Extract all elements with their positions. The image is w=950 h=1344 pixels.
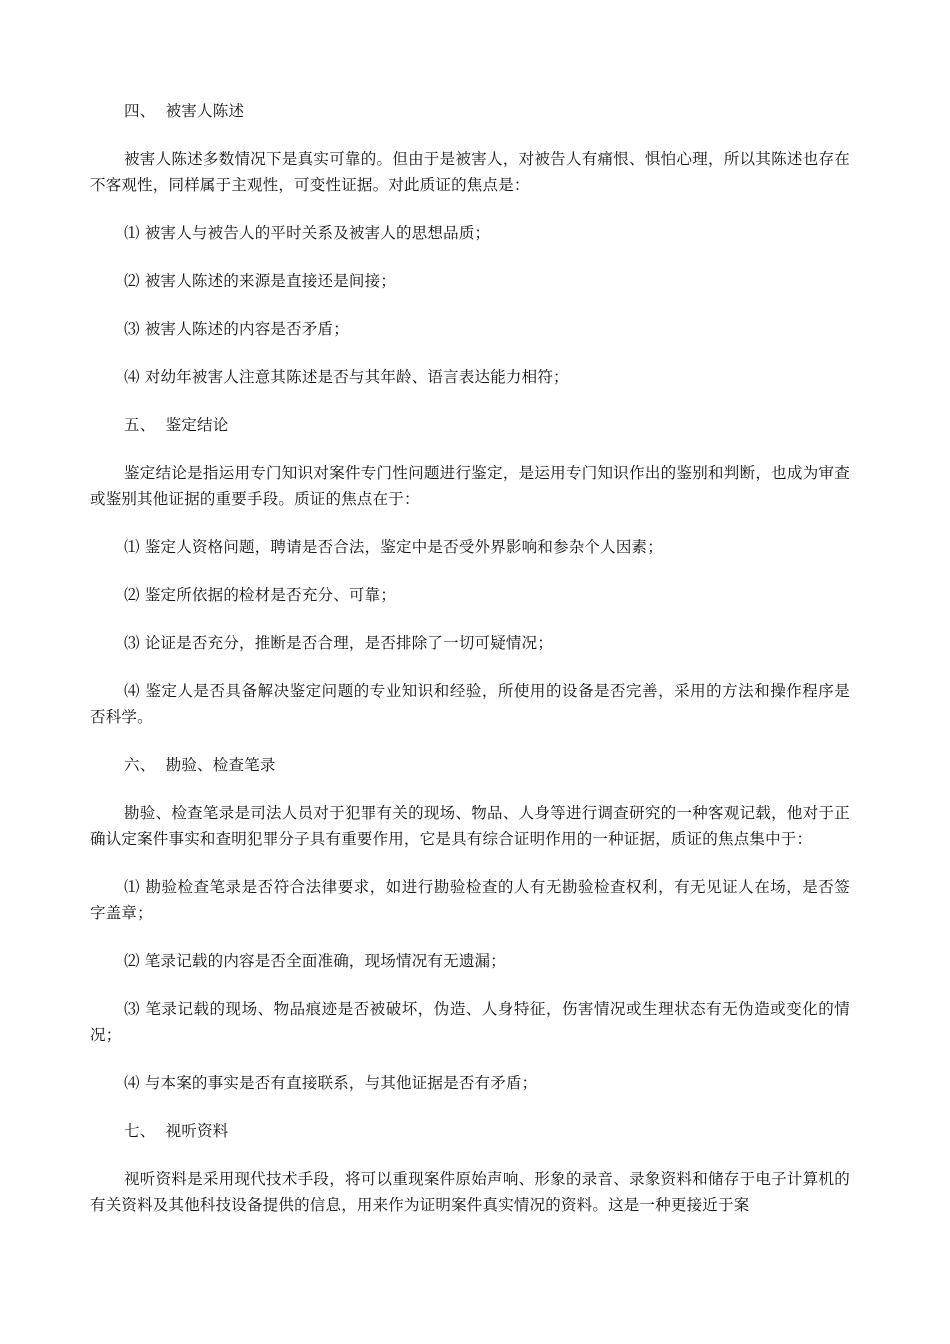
list-item: ⑷ 与本案的事实是否有直接联系，与其他证据是否有矛盾； [124,1074,538,1092]
section-heading-inspection-record: 六、 勘验、检查笔录 [124,756,276,774]
section-heading-victim-statement: 四、 被害人陈述 [124,102,245,120]
list-item: ⑵ 笔录记载的内容是否全面准确，现场情况有无遗漏； [124,952,506,970]
list-item: ⑴ 被害人与被告人的平时关系及被害人的思想品质； [124,224,491,242]
list-item: ⑵ 鉴定所依据的检材是否充分、可靠； [124,586,397,604]
document-page [90,98,850,1218]
section-intro-paragraph: 视听资料是采用现代技术手段，将可以重现案件原始声响、形象的录音、录象资料和储存于电子计算机的有关资料及其他科技设备提供的信息，用来作为证明案件真实情况的资料。这是一种更接近于案 [90,1170,850,1214]
list-item: ⑵ 被害人陈述的来源是直接还是间接； [124,272,397,290]
section-intro-paragraph: 勘验、检查笔录是司法人员对于犯罪有关的现场、物品、人身等进行调查研究的一种客观记载，他对于正确认定案件事实和查明犯罪分子具有重要作用，它是具有综合证明作用的一种证据，质证的焦点集中于： [90,804,850,848]
section-intro-paragraph: 被害人陈述多数情况下是真实可靠的。但由于是被害人，对被告人有痛恨、惧怕心理，所以其陈述也存在不客观性，同样属于主观性，可变性证据。对此质证的焦点是： [90,150,850,194]
list-item: ⑶ 被害人陈述的内容是否矛盾； [124,320,349,338]
section-heading-audiovisual-materials: 七、 视听资料 [124,1122,229,1140]
list-item: ⑷ 鉴定人是否具备解决鉴定问题的专业知识和经验，所使用的设备是否完善，采用的方法和操作程序是否科学。 [90,682,850,726]
list-item: ⑶ 笔录记载的现场、物品痕迹是否被破坏，伪造、人身特征，伤害情况或生理状态有无伪造或变化的情况； [90,1000,850,1044]
list-item: ⑴ 勘验检查笔录是否符合法律要求，如进行勘验检查的人有无勘验检查权利，有无见证人在场，是否签字盖章； [90,878,850,922]
section-intro-paragraph: 鉴定结论是指运用专门知识对案件专门性问题进行鉴定，是运用专门知识作出的鉴别和判断，也成为审查或鉴别其他证据的重要手段。质证的焦点在于： [90,464,850,508]
list-item: ⑴ 鉴定人资格问题，聘请是否合法，鉴定中是否受外界影响和参杂个人因素； [124,538,663,556]
section-heading-expert-conclusion: 五、 鉴定结论 [124,416,229,434]
list-item: ⑶ 论证是否充分，推断是否合理，是否排除了一切可疑情况； [124,634,554,652]
list-item: ⑷ 对幼年被害人注意其陈述是否与其年龄、语言表达能力相符； [124,368,569,386]
